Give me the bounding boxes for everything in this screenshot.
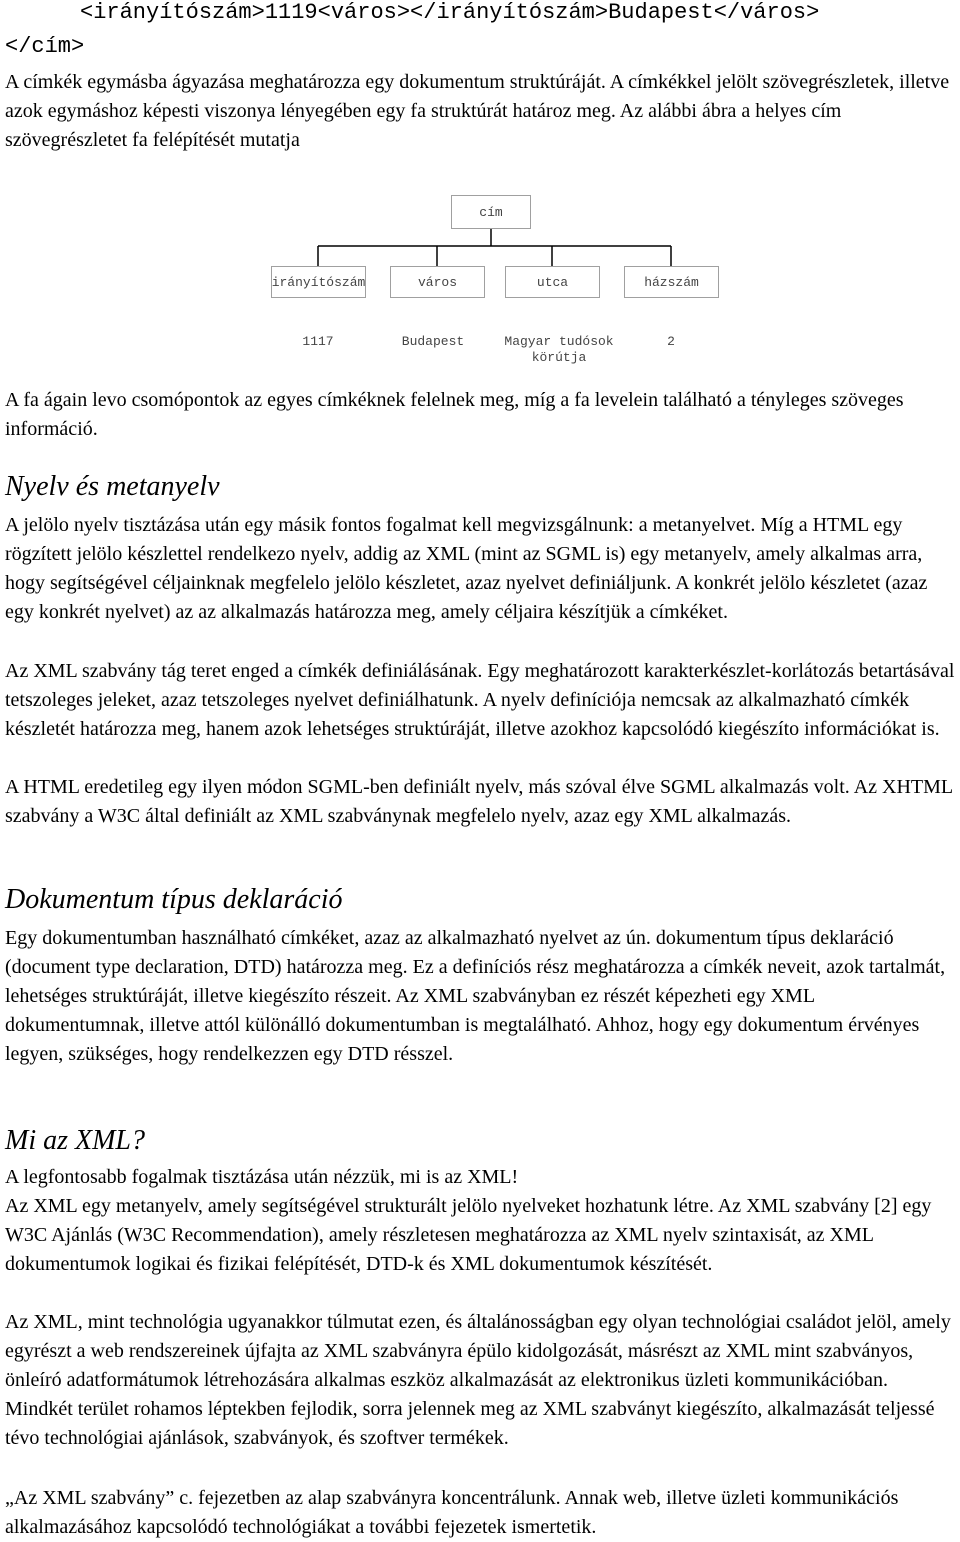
- section-heading-mi-az-xml: Mi az XML?: [5, 1125, 145, 1156]
- tree-root-node: cím: [451, 195, 531, 229]
- tree-node-varos: város: [390, 266, 485, 298]
- section1-paragraph-1: A jelölo nyelv tisztázása után egy másik fontos fogalmat kell megvizsgálnunk: a metanyelvet. Míg a HTML egy rögzített jelölo készlettel rendelkezo nyelv, addig az XML (mint az SGML is) egy metanyelv, amely alkalmas arra, hogy segítségével céljainknak megfelelo jelölo készletet, azaz nyelvet definiáljunk. A konkrét jelölo készletet (azaz egy konkrét nyelvet) az az alkalmazás határozza meg, amely céljaira készítjük a címkéket.: [5, 514, 928, 623]
- tree-node-utca: utca: [505, 266, 600, 298]
- intro-paragraph: A címkék egymásba ágyazása meghatározza egy dokumentum struktúráját. A címkékkel jelölt szövegrészletek, illetve azok egymáshoz képesti viszonya lényegében egy fa struktúrát határoz meg. Az alábbi ábra a helyes cím szövegrészletet fa felépítését mutatja: [5, 71, 950, 151]
- section3-paragraph-2: Az XML egy metanyelv, amely segítségével strukturált jelölo nyelveket hozhatunk létre. Az XML szabvány [2] egy W3C Ajánlás (W3C Recommendation), amely részletesen meghatározza az XML nyelv szintaxisát, az XML dokumentumok logikai és fizikai felépítését, DTD-k és XML dokumentumok készítését.: [5, 1195, 932, 1275]
- address-tree-diagram: [0, 190, 960, 370]
- section-heading-dokumentum-tipus-deklaracio: Dokumentum típus deklaráció: [5, 884, 343, 915]
- tree-leaf-hazszam: 2: [667, 334, 675, 349]
- tree-node-hazszam: házszám: [624, 266, 719, 298]
- tree-leaf-1117: 1117: [302, 334, 334, 349]
- section2-paragraph-1: Egy dokumentumban használható címkéket, azaz az alkalmazható nyelvet az ún. dokumentum típus deklaráció (document type declaration, DTD) határozza meg. Ez a definíciós rész meghatározza a címkék neveit, azok tartalmát, lehetséges struktúráját, illetve kiegészíto részeit. Az XML szabványban ez részét képezheti egy XML dokumentumnak, illetve attól különálló dokumentumban is megtalálható. Ahhoz, hogy egy dokumentum érvényes legyen, szükséges, hogy rendelkezzen egy DTD résszel.: [5, 927, 946, 1065]
- section3-paragraph-1: A legfontosabb fogalmak tisztázása után nézzük, mi is az XML!: [5, 1166, 519, 1188]
- code-line-1: <irányítószám>1119<város></irányítószám>Budapest</város>: [80, 0, 820, 25]
- section-heading-nyelv-es-metanyelv: Nyelv és metanyelv: [5, 471, 220, 502]
- tree-node-iranyitoszam: irányítószám: [271, 266, 366, 298]
- section1-paragraph-2: Az XML szabvány tág teret enged a címkék definiálásának. Egy meghatározott karakterkészlet-korlátozás betartásával tetszoleges jeleket, azaz tetszoleges nyelvet definiálhatunk. A nyelv definíciója nemcsak az alkalmazható címkék készletét határozza meg, hanem azok lehetséges struktúráját, illetve azokhoz kapcsolódó kiegészíto információkat is.: [5, 660, 955, 740]
- tree-explanation-paragraph: A fa ágain levo csomópontok az egyes címkéknek felelnek meg, míg a fa levelein található a tényleges szöveges információ.: [5, 389, 904, 440]
- tree-leaf-utca: Magyar tudósok körútja: [504, 334, 614, 365]
- tree-leaf-budapest: Budapest: [401, 334, 465, 349]
- code-line-2: </cím>: [5, 34, 85, 59]
- section1-paragraph-3: A HTML eredetileg egy ilyen módon SGML-ben definiált nyelv, más szóval élve SGML alkalmazás volt. Az XHTML szabvány a W3C által definiált az XML szabványnak megfelelo nyelv, azaz egy XML alkalmazás.: [5, 776, 953, 827]
- section3-paragraph-4: „Az XML szabvány” c. fejezetben az alap szabványra koncentrálunk. Annak web, illetve üzleti kommunikációs alkalmazásához kapcsolódó technológiákat a további fejezetek ismertetik.: [5, 1487, 899, 1538]
- section3-paragraph-3: Az XML, mint technológia ugyanakkor túlmutat ezen, és általánosságban egy olyan technológiai családot jelöl, amely egyrészt a web rendszereinek újfajta az XML szabványra épülo kidolgozását, másrészt az XML mint szabványos, önleíró adatformátumok létrehozására alkalmas eszköz alkalmazását az elektronikus üzleti kommunikációban. Mindkét terület rohamos léptekben fejlodik, sorra jelennek meg az XML szabványt kiegészíto, alkalmazását teljessé tévo technológiai ajánlások, szabványok, és szoftver termékek.: [5, 1311, 951, 1449]
